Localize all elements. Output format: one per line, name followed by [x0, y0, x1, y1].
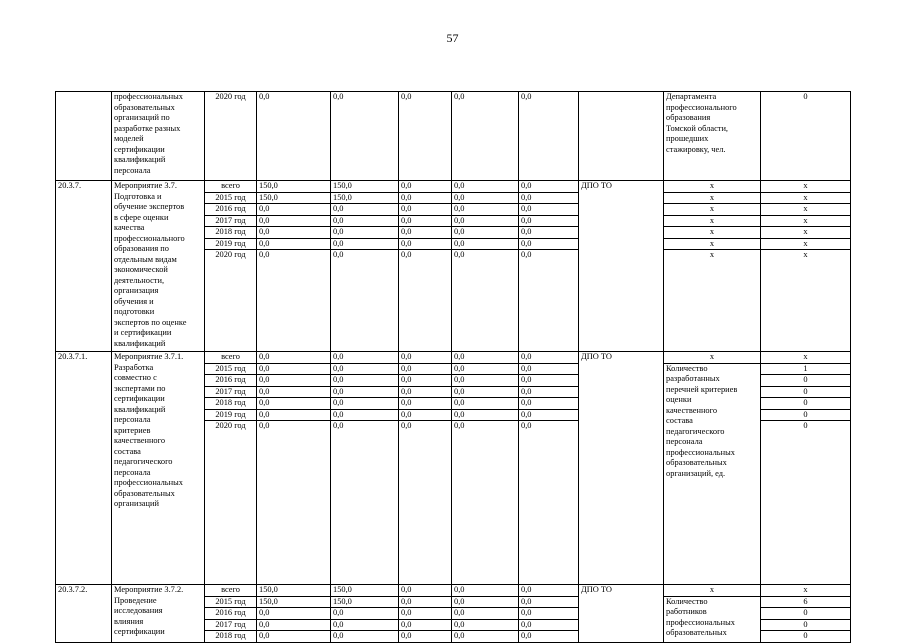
target-cell: 0 — [761, 619, 851, 631]
amount-cell: 0,0 — [519, 215, 579, 227]
amount-cell: 0,0 — [399, 352, 452, 364]
activity-name-cell: Мероприятие 3.7.2. Проведение исследования влияния сертификации — [112, 585, 205, 643]
amount-cell: 0,0 — [331, 608, 399, 620]
amount-cell: 0,0 — [399, 181, 452, 193]
target-cell: х — [761, 181, 851, 193]
year-cell: всего — [205, 181, 257, 193]
amount-cell: 0,0 — [331, 375, 399, 387]
year-cell: всего — [205, 352, 257, 364]
year-cell: 2020 год — [205, 421, 257, 585]
amount-cell: 0,0 — [399, 421, 452, 585]
amount-cell: 0,0 — [257, 619, 331, 631]
amount-cell: 0,0 — [257, 238, 331, 250]
indicator-cell: х — [664, 192, 761, 204]
executor-cell — [579, 92, 664, 181]
code-cell — [56, 92, 112, 181]
indicator-cell: х — [664, 215, 761, 227]
amount-cell: 0,0 — [257, 92, 331, 181]
amount-cell: 0,0 — [519, 192, 579, 204]
year-cell: 2016 год — [205, 375, 257, 387]
amount-cell: 0,0 — [519, 386, 579, 398]
amount-cell: 0,0 — [331, 363, 399, 375]
year-cell: 2019 год — [205, 409, 257, 421]
amount-cell: 0,0 — [399, 250, 452, 352]
year-cell: 2017 год — [205, 619, 257, 631]
target-cell: х — [761, 227, 851, 239]
amount-cell: 0,0 — [452, 375, 519, 387]
amount-cell: 0,0 — [519, 181, 579, 193]
amount-cell: 0,0 — [399, 375, 452, 387]
indicator-cell: х — [664, 181, 761, 193]
year-cell: 2016 год — [205, 608, 257, 620]
indicator-cell: Количество разработанных перечней критериев оценки качественного состава педагогического персонала профессиональных образовательных организаций, ед. — [664, 363, 761, 585]
amount-cell: 0,0 — [452, 227, 519, 239]
amount-cell: 0,0 — [257, 250, 331, 352]
amount-cell: 0,0 — [519, 363, 579, 375]
amount-cell: 0,0 — [519, 608, 579, 620]
amount-cell: 0,0 — [452, 631, 519, 643]
amount-cell: 0,0 — [331, 215, 399, 227]
amount-cell: 0,0 — [399, 608, 452, 620]
amount-cell: 150,0 — [331, 585, 399, 597]
amount-cell: 0,0 — [257, 386, 331, 398]
amount-cell: 0,0 — [452, 398, 519, 410]
amount-cell: 0,0 — [519, 596, 579, 608]
amount-cell: 0,0 — [331, 92, 399, 181]
year-cell: 2015 год — [205, 596, 257, 608]
indicator-cell: х — [664, 250, 761, 352]
amount-cell: 0,0 — [399, 619, 452, 631]
amount-cell: 0,0 — [399, 631, 452, 643]
target-cell: х — [761, 250, 851, 352]
amount-cell: 150,0 — [257, 192, 331, 204]
amount-cell: 0,0 — [452, 192, 519, 204]
amount-cell: 0,0 — [519, 631, 579, 643]
amount-cell: 0,0 — [331, 421, 399, 585]
indicator-cell: х — [664, 227, 761, 239]
amount-cell: 0,0 — [331, 619, 399, 631]
year-cell: 2018 год — [205, 227, 257, 239]
amount-cell: 0,0 — [399, 386, 452, 398]
program-table — [55, 91, 851, 643]
amount-cell: 0,0 — [452, 238, 519, 250]
amount-cell: 0,0 — [399, 92, 452, 181]
table-row — [56, 181, 851, 193]
amount-cell: 0,0 — [257, 421, 331, 585]
year-cell: 2017 год — [205, 215, 257, 227]
amount-cell: 0,0 — [452, 608, 519, 620]
amount-cell: 0,0 — [452, 585, 519, 597]
amount-cell: 0,0 — [519, 585, 579, 597]
amount-cell: 0,0 — [452, 363, 519, 375]
amount-cell: 0,0 — [399, 398, 452, 410]
target-cell: 0 — [761, 421, 851, 585]
amount-cell: 0,0 — [519, 398, 579, 410]
amount-cell: 0,0 — [519, 619, 579, 631]
activity-name-cell: Мероприятие 3.7. Подготовка и обучение экспертов в сфере оценки качества профессионального образования по отдельным видам экономической деятельности, организация обучения и подготовки экспертов по оценке и сертификации квалификаций — [112, 181, 205, 352]
target-cell: 0 — [761, 386, 851, 398]
activity-name-cell: профессиональных образовательных организаций по разработке разных моделей сертификации квалификаций персонала — [112, 92, 205, 181]
amount-cell: 0,0 — [519, 92, 579, 181]
amount-cell: 0,0 — [257, 398, 331, 410]
amount-cell: 0,0 — [519, 409, 579, 421]
year-cell: всего — [205, 585, 257, 597]
table-row — [56, 352, 851, 364]
year-cell: 2015 год — [205, 363, 257, 375]
amount-cell: 0,0 — [452, 250, 519, 352]
amount-cell: 0,0 — [257, 608, 331, 620]
year-cell: 2018 год — [205, 398, 257, 410]
amount-cell: 0,0 — [399, 238, 452, 250]
amount-cell: 150,0 — [331, 181, 399, 193]
activity-code-cell: 20.3.7.1. — [56, 352, 112, 585]
amount-cell: 0,0 — [452, 181, 519, 193]
year-cell: 2017 год — [205, 386, 257, 398]
indicator-cell: х — [664, 204, 761, 216]
amount-cell: 0,0 — [519, 238, 579, 250]
target-cell: 0 — [761, 631, 851, 643]
target-cell: 0 — [761, 375, 851, 387]
target-cell: х — [761, 352, 851, 364]
activity-code-cell: 20.3.7.2. — [56, 585, 112, 643]
amount-cell: 0,0 — [331, 398, 399, 410]
indicator-cell: х — [664, 352, 761, 364]
table-body — [56, 92, 851, 643]
amount-cell: 0,0 — [452, 596, 519, 608]
executor-cell: ДПО ТО — [579, 181, 664, 352]
amount-cell: 0,0 — [331, 250, 399, 352]
amount-cell: 0,0 — [399, 192, 452, 204]
year-cell: 2020 год — [205, 250, 257, 352]
amount-cell: 0,0 — [399, 227, 452, 239]
amount-cell: 0,0 — [257, 352, 331, 364]
table-row — [56, 585, 851, 597]
amount-cell: 0,0 — [331, 409, 399, 421]
amount-cell: 0,0 — [452, 421, 519, 585]
amount-cell: 0,0 — [331, 238, 399, 250]
amount-cell: 150,0 — [257, 585, 331, 597]
executor-cell: ДПО ТО — [579, 352, 664, 585]
amount-cell: 0,0 — [399, 363, 452, 375]
amount-cell: 0,0 — [399, 585, 452, 597]
executor-cell: ДПО ТО — [579, 585, 664, 643]
year-cell: 2019 год — [205, 238, 257, 250]
amount-cell: 0,0 — [331, 631, 399, 643]
amount-cell: 0,0 — [452, 619, 519, 631]
amount-cell: 0,0 — [452, 215, 519, 227]
target-cell: х — [761, 585, 851, 597]
year-cell: 2020 год — [205, 92, 257, 181]
target-cell: 0 — [761, 398, 851, 410]
target-cell: 6 — [761, 596, 851, 608]
amount-cell: 150,0 — [331, 192, 399, 204]
amount-cell: 0,0 — [452, 92, 519, 181]
indicator-cell: Количество работников профессиональных образовательных — [664, 596, 761, 642]
amount-cell: 0,0 — [519, 352, 579, 364]
target-cell: х — [761, 192, 851, 204]
year-cell: 2016 год — [205, 204, 257, 216]
amount-cell: 0,0 — [452, 409, 519, 421]
target-cell: х — [761, 204, 851, 216]
activity-name-cell: Мероприятие 3.7.1. Разработка совместно с экспертами по сертификации квалификаций персонала критериев качественного состава педагогического персонала профессиональных образовательных организаций — [112, 352, 205, 585]
year-cell: 2015 год — [205, 192, 257, 204]
indicator-cell: Департамента профессионального образования Томской области, прошедших стажировку, чел. — [664, 92, 761, 181]
amount-cell: 0,0 — [257, 204, 331, 216]
amount-cell: 0,0 — [257, 631, 331, 643]
amount-cell: 0,0 — [331, 227, 399, 239]
target-cell: 0 — [761, 92, 851, 181]
page-number: 57 — [446, 31, 459, 45]
amount-cell: 0,0 — [331, 204, 399, 216]
amount-cell: 0,0 — [519, 204, 579, 216]
indicator-cell: х — [664, 585, 761, 597]
target-cell: х — [761, 215, 851, 227]
amount-cell: 150,0 — [331, 596, 399, 608]
amount-cell: 0,0 — [257, 227, 331, 239]
target-cell: 0 — [761, 409, 851, 421]
amount-cell: 0,0 — [452, 386, 519, 398]
amount-cell: 0,0 — [399, 596, 452, 608]
amount-cell: 0,0 — [452, 204, 519, 216]
amount-cell: 150,0 — [257, 181, 331, 193]
amount-cell: 0,0 — [519, 421, 579, 585]
amount-cell: 0,0 — [519, 250, 579, 352]
amount-cell: 0,0 — [399, 409, 452, 421]
amount-cell: 0,0 — [331, 386, 399, 398]
target-cell: х — [761, 238, 851, 250]
target-cell: 0 — [761, 608, 851, 620]
amount-cell: 0,0 — [257, 363, 331, 375]
amount-cell: 0,0 — [519, 375, 579, 387]
amount-cell: 0,0 — [452, 352, 519, 364]
amount-cell: 0,0 — [257, 215, 331, 227]
indicator-cell: х — [664, 238, 761, 250]
amount-cell: 0,0 — [399, 215, 452, 227]
amount-cell: 0,0 — [399, 204, 452, 216]
amount-cell: 0,0 — [331, 352, 399, 364]
amount-cell: 150,0 — [257, 596, 331, 608]
amount-cell: 0,0 — [257, 409, 331, 421]
target-cell: 1 — [761, 363, 851, 375]
amount-cell: 0,0 — [257, 375, 331, 387]
activity-code-cell: 20.3.7. — [56, 181, 112, 352]
amount-cell: 0,0 — [519, 227, 579, 239]
year-cell: 2018 год — [205, 631, 257, 643]
table-row — [56, 92, 851, 181]
